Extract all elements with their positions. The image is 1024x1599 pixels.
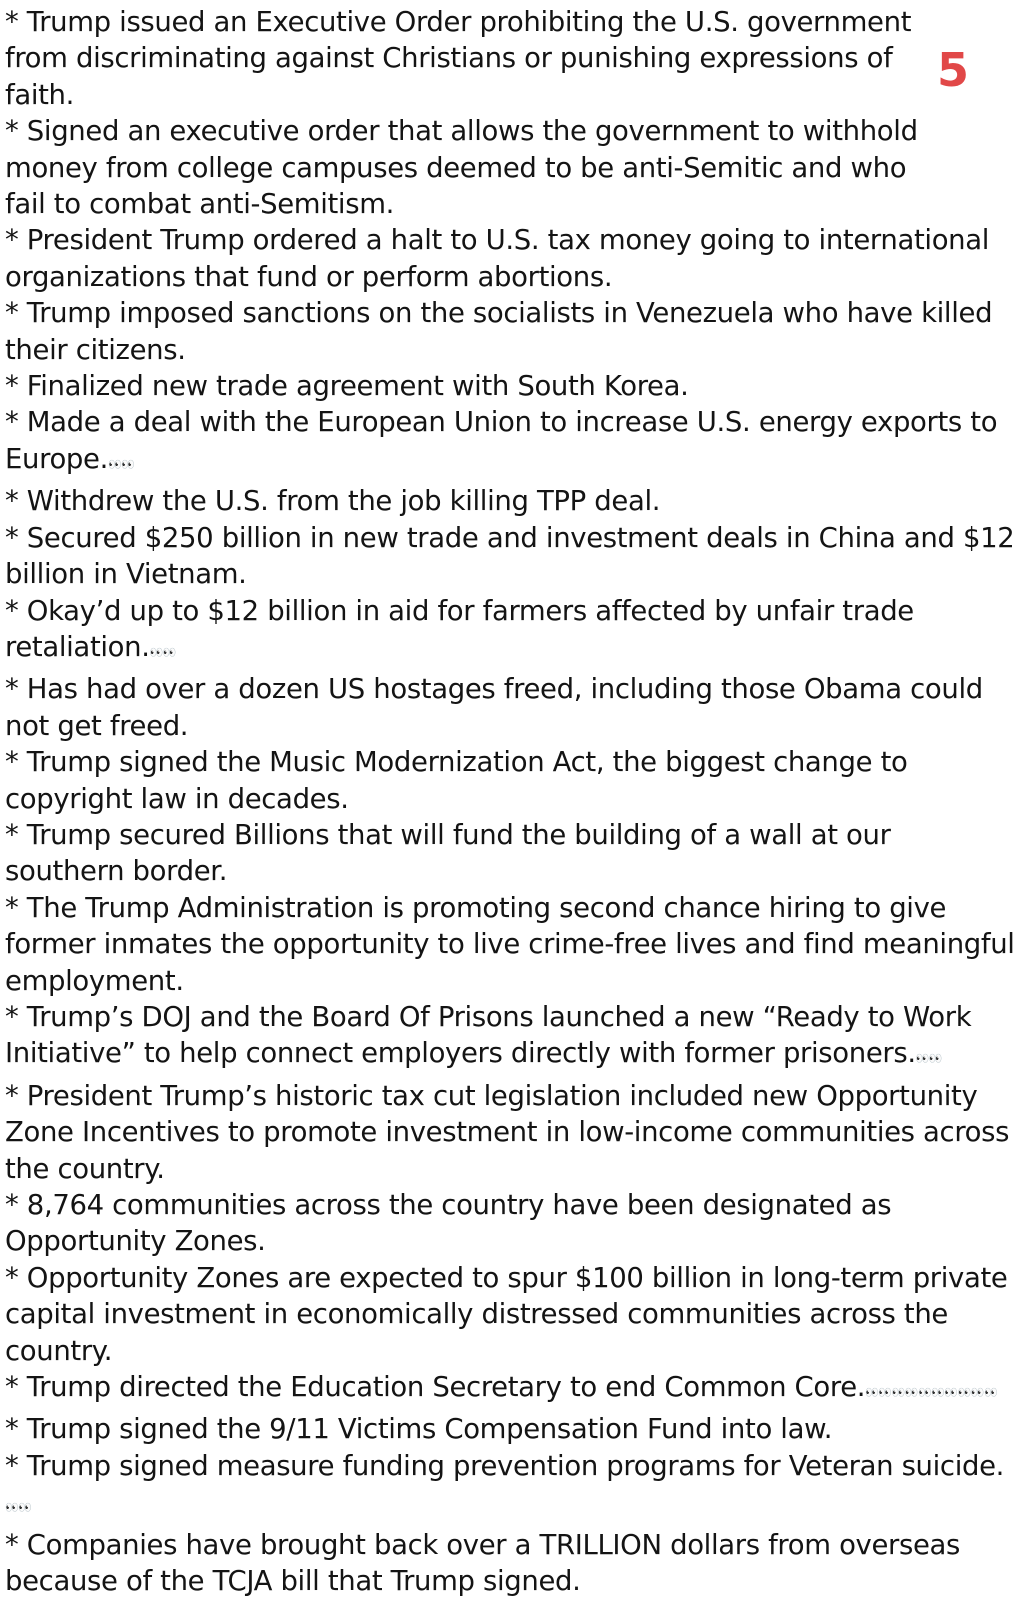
list-item-text: * Withdrew the U.S. from the job killing TPP deal. xyxy=(5,485,661,518)
list-item-text: * Trump imposed sanctions on the socialists in Venezuela who have killed their citizens. xyxy=(5,297,993,366)
list-item xyxy=(5,671,1017,744)
list-item xyxy=(5,222,1017,295)
list-item xyxy=(5,890,1017,999)
eyes-emoji-icon: 👀👀 xyxy=(5,1501,32,1515)
list-item-text: * Opportunity Zones are expected to spur $100 billion in long-term private capital investment in economically distressed communities across the country. xyxy=(5,1261,1008,1367)
list-item xyxy=(5,1411,1017,1447)
list-item xyxy=(5,520,1017,593)
list-item xyxy=(5,744,1017,817)
list-item-text: * Secured $250 billion in new trade and investment deals in China and $12 billion in Vietnam. xyxy=(5,521,1015,591)
list-item xyxy=(5,999,1017,1078)
list-item-text: * Trump issued an Executive Order prohibiting the U.S. government from discriminating against Christians or punishing expressions of faith. xyxy=(5,6,912,111)
list-item xyxy=(5,113,1017,222)
list-item-text: * President Trump ordered a halt to U.S. tax money going to international organizations that fund or perform abortions. xyxy=(5,224,990,293)
eyes-emoji-icon: 👀👀 xyxy=(149,645,177,659)
eyes-emoji-icon: 👀👀 xyxy=(915,1052,943,1066)
list-item-text: * Finalized new trade agreement with South Korea. xyxy=(5,370,689,403)
list-item xyxy=(5,404,1017,483)
list-item-text: * Signed an executive order that allows the government to withhold money from college campuses deemed to be anti-Semitic and who fail to combat anti-Semitism. xyxy=(5,115,918,221)
list-item-text: * Okay’d up to $12 billion in aid for farmers affected by unfair trade retaliation. xyxy=(5,594,914,663)
list-item-text: * The Trump Administration is promoting second chance hiring to give former inmates the opportunity to live crime-free lives and find meaningful employment. xyxy=(5,891,1015,997)
list-item xyxy=(5,1260,1017,1369)
list-item-text: * Trump’s DOJ and the Board Of Prisons launched a new “Ready to Work Initiative” to help connect employers directly with former prisoners. xyxy=(5,1000,972,1070)
page-number: 5 xyxy=(937,43,970,97)
list-item-text: * Companies have brought back over a TRILLION dollars from overseas because of the TCJA bill that Trump signed. xyxy=(5,1528,961,1598)
list-item-text: * Trump signed the Music Modernization Act, the biggest change to copyright law in decades. xyxy=(5,746,908,815)
list-item-text: * Trump signed the 9/11 Victims Compensation Fund into law. xyxy=(5,1413,833,1446)
list-item xyxy=(5,1187,1017,1260)
post-text xyxy=(5,4,1017,1599)
list-item-text: * President Trump’s historic tax cut legislation included new Opportunity Zone Incentives to promote investment in low-income communities across the country. xyxy=(5,1079,1010,1185)
list-item-text: * Trump signed measure funding prevention programs for Veteran suicide. xyxy=(5,1449,1005,1482)
list-item-text: * Trump directed the Education Secretary to end Common Core. xyxy=(5,1371,866,1404)
list-item-text: * Made a deal with the European Union to increase U.S. energy exports to Europe. xyxy=(5,406,998,475)
list-item xyxy=(5,295,1017,368)
list-item xyxy=(5,593,1017,672)
list-item xyxy=(5,1369,1017,1411)
list-item-text: * Trump secured Billions that will fund the building of a wall at our southern border. xyxy=(5,818,891,888)
list-item xyxy=(5,1448,1017,1527)
list-item-text: * Has had over a dozen US hostages freed, including those Obama could not get freed. xyxy=(5,673,983,742)
list-item xyxy=(5,368,1017,404)
eyes-emoji-icon: 👀👀👀👀👀👀👀👀👀👀 xyxy=(865,1386,998,1400)
list-item xyxy=(5,1527,1017,1599)
list-item xyxy=(5,1078,1017,1187)
list-item xyxy=(5,817,1017,890)
eyes-emoji-icon: 👀👀 xyxy=(108,457,135,471)
list-item xyxy=(5,4,1017,113)
list-item-text: * 8,764 communities across the country have been designated as Opportunity Zones. xyxy=(5,1189,892,1258)
list-item xyxy=(5,483,1017,519)
